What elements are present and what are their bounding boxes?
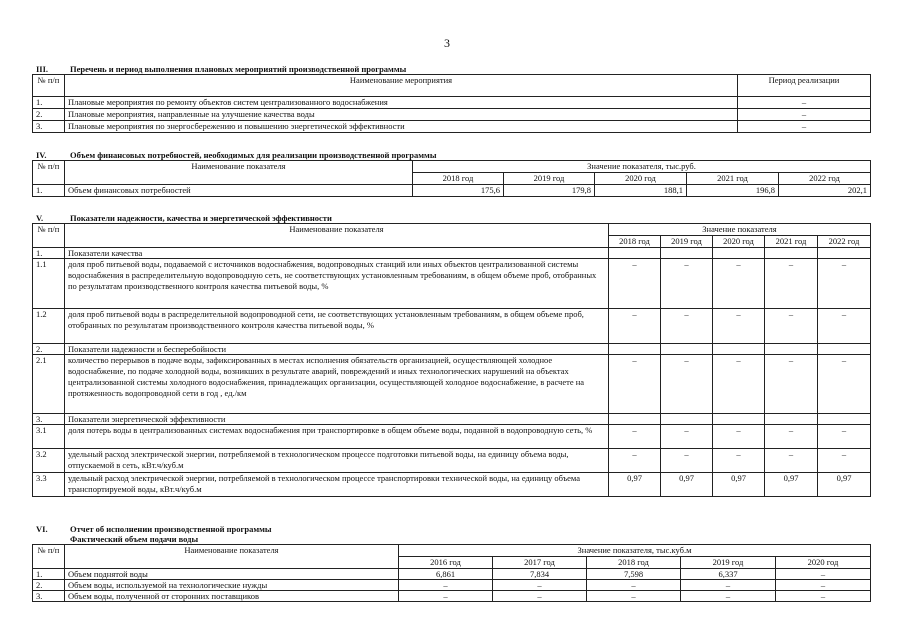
col-header-no: № п/п <box>33 75 65 97</box>
row-number: 2. <box>33 344 65 355</box>
section-3-number: III. <box>36 64 49 74</box>
table-row <box>33 355 871 414</box>
col-header-no: № п/п <box>33 161 65 185</box>
value-cell: – <box>493 591 587 602</box>
value-cell: 0,97 <box>818 473 871 497</box>
value-cell: – <box>713 425 765 449</box>
indicator-name: Объем воды, полученной от сторонних поставщиков <box>65 591 399 602</box>
value-cell: – <box>681 580 776 591</box>
row-number: 1. <box>33 97 65 109</box>
value-cell: – <box>661 449 713 473</box>
value-cell: – <box>493 580 587 591</box>
table-row <box>33 569 871 580</box>
value-cell: 0,97 <box>765 473 818 497</box>
value-cell: – <box>818 309 871 344</box>
value-cell: – <box>765 259 818 309</box>
row-number: 1.2 <box>33 309 65 344</box>
col-header-value: Значение показателя, тыс.руб. <box>413 161 871 173</box>
year-header: 2018 год <box>609 236 661 248</box>
indicator-name: Объем поднятой воды <box>65 569 399 580</box>
period-value: – <box>738 109 871 121</box>
section-6-heading <box>36 524 272 534</box>
indicator-name: удельный расход электрической энергии, потребляемой в технологическом процессе подготовки питьевой воды, на единицу объема воды, отпускаемой в сеть, кВт.ч/куб.м <box>65 449 609 473</box>
section-3-title: Перечень и период выполнения плановых мероприятий производственной программы <box>70 64 407 74</box>
value-cell: – <box>713 259 765 309</box>
year-header: 2019 год <box>681 557 776 569</box>
activity-name: Плановые мероприятия по ремонту объектов систем централизованного водоснабжения <box>65 97 738 109</box>
col-header-activity: Наименование мероприятия <box>65 75 738 97</box>
value-cell: – <box>818 425 871 449</box>
year-header: 2019 год <box>504 173 595 185</box>
year-header: 2020 год <box>595 173 687 185</box>
value-cell: – <box>765 449 818 473</box>
col-header-indicator: Наименование показателя <box>65 545 399 569</box>
value-cell: – <box>765 425 818 449</box>
page-number: 3 <box>444 36 450 50</box>
value-cell: – <box>609 259 661 309</box>
col-header-indicator: Наименование показателя <box>65 224 609 248</box>
value-cell: – <box>776 580 871 591</box>
value-cell: 0,97 <box>609 473 661 497</box>
col-header-no: № п/п <box>33 545 65 569</box>
table-row <box>33 591 871 602</box>
value-cell: 0,97 <box>713 473 765 497</box>
section-3-heading <box>36 64 406 74</box>
year-header: 2019 год <box>661 236 713 248</box>
group-name: Показатели надежности и бесперебойности <box>65 344 609 355</box>
table-row <box>33 344 871 355</box>
section-5-title: Показатели надежности, качества и энергетической эффективности <box>70 213 332 223</box>
value-cell: 175,6 <box>413 185 504 197</box>
value-cell: – <box>818 449 871 473</box>
value-cell: – <box>681 591 776 602</box>
row-number: 1. <box>33 569 65 580</box>
value-cell: 188,1 <box>595 185 687 197</box>
section-6-number: VI. <box>36 524 48 534</box>
value-cell: – <box>587 580 681 591</box>
year-header: 2021 год <box>765 236 818 248</box>
row-number: 2. <box>33 109 65 121</box>
table-row <box>33 425 871 449</box>
table-row <box>33 414 871 425</box>
value-cell: 179,8 <box>504 185 595 197</box>
row-number: 3.3 <box>33 473 65 497</box>
period-value: – <box>738 121 871 133</box>
period-value: – <box>738 97 871 109</box>
year-header: 2020 год <box>776 557 871 569</box>
indicator-name: доля проб питьевой воды, подаваемой с источников водоснабжения, водопроводных станций или иных объектов централизованной системы водоснабжения в распределительную водопроводную сеть, не соответствующих установленным требованиям, в общем объеме проб, отобранных по результатам производственного контроля качества питьевой воды, % <box>65 259 609 309</box>
table-row <box>33 185 871 197</box>
table-row <box>33 580 871 591</box>
value-cell: – <box>609 355 661 414</box>
group-name: Показатели энергетической эффективности <box>65 414 609 425</box>
indicator-name: Объем воды, используемой на технологические нужды <box>65 580 399 591</box>
activity-name: Плановые мероприятия по энергосбережению и повышению энергетической эффективности <box>65 121 738 133</box>
value-cell: 196,8 <box>687 185 779 197</box>
value-cell: – <box>818 259 871 309</box>
year-header: 2021 год <box>687 173 779 185</box>
water-supply-report-table <box>32 544 871 602</box>
row-number: 2.1 <box>33 355 65 414</box>
value-cell: – <box>609 425 661 449</box>
col-header-value: Значение показателя <box>609 224 871 236</box>
table-row <box>33 473 871 497</box>
row-number: 1.1 <box>33 259 65 309</box>
year-header: 2022 год <box>779 173 871 185</box>
indicator-name: доля проб питьевой воды в распределительной водопроводной сети, не соответствующих установленным требованиям, в общем объеме проб, отобранных по результатам производственного контроля качества питьевой воды, % <box>65 309 609 344</box>
section-4-title: Объем финансовых потребностей, необходимых для реализации производственной программы <box>70 150 437 160</box>
value-cell: 6,337 <box>681 569 776 580</box>
section-5-number: V. <box>36 213 44 223</box>
value-cell: – <box>661 259 713 309</box>
financial-needs-table <box>32 160 871 197</box>
year-header: 2020 год <box>713 236 765 248</box>
year-header: 2017 год <box>493 557 587 569</box>
planned-activities-table <box>32 74 871 133</box>
row-number: 1. <box>33 185 65 197</box>
value-cell: – <box>399 580 493 591</box>
section-5-heading <box>36 213 332 223</box>
row-number: 3.2 <box>33 449 65 473</box>
col-header-period: Период реализации <box>738 75 871 97</box>
col-header-value: Значение показателя, тыс.куб.м <box>399 545 871 557</box>
value-cell: 0,97 <box>661 473 713 497</box>
value-cell: 6,861 <box>399 569 493 580</box>
year-header: 2022 год <box>818 236 871 248</box>
table-row <box>33 109 871 121</box>
indicator-name: Объем финансовых потребностей <box>65 185 413 197</box>
table-row <box>33 449 871 473</box>
value-cell: – <box>713 309 765 344</box>
indicator-name: доля потерь воды в централизованных системах водоснабжения при транспортировке в общем объеме воды, поданной в водопроводную сеть, % <box>65 425 609 449</box>
group-name: Показатели качества <box>65 248 609 259</box>
col-header-no: № п/п <box>33 224 65 248</box>
value-cell: – <box>661 355 713 414</box>
value-cell: – <box>776 591 871 602</box>
table-row <box>33 309 871 344</box>
value-cell: – <box>609 309 661 344</box>
value-cell: – <box>776 569 871 580</box>
row-number: 2. <box>33 580 65 591</box>
value-cell: – <box>609 449 661 473</box>
value-cell: 202,1 <box>779 185 871 197</box>
section-6-subtitle: Фактический объем подачи воды <box>70 534 199 544</box>
row-number: 3. <box>33 414 65 425</box>
value-cell: – <box>399 591 493 602</box>
value-cell: – <box>713 449 765 473</box>
value-cell: – <box>818 355 871 414</box>
row-number: 1. <box>33 248 65 259</box>
value-cell: – <box>713 355 765 414</box>
table-row <box>33 248 871 259</box>
section-4-number: IV. <box>36 150 47 160</box>
value-cell: – <box>765 309 818 344</box>
table-row <box>33 259 871 309</box>
table-row <box>33 121 871 133</box>
row-number: 3.1 <box>33 425 65 449</box>
table-row <box>33 97 871 109</box>
value-cell: 7,598 <box>587 569 681 580</box>
section-4-heading <box>36 150 436 160</box>
row-number: 3. <box>33 121 65 133</box>
value-cell: – <box>661 309 713 344</box>
activity-name: Плановые мероприятия, направленные на улучшение качества воды <box>65 109 738 121</box>
indicator-name: удельный расход электрической энергии, потребляемой в технологическом процессе транспортировки технической воды, на единицу объема транспортируемой воды, кВт.ч/куб.м <box>65 473 609 497</box>
value-cell: – <box>587 591 681 602</box>
value-cell: – <box>765 355 818 414</box>
row-number: 3. <box>33 591 65 602</box>
section-6-title: Отчет об исполнении производственной программы <box>70 524 272 534</box>
year-header: 2016 год <box>399 557 493 569</box>
indicator-name: количество перерывов в подаче воды, зафиксированных в местах исполнения обязательств организацией, осуществляющей холодное водоснабжение, по подаче холодной воды, возникших в результате аварий, повреждений и иных технологических нарушений на объектах централизованной системы холодного водоснабжения, принадлежащих организации, осуществляющей холодное водоснабжение, в расчете на протяженность водопроводной сети в год , ед./км <box>65 355 609 414</box>
reliability-indicators-table <box>32 223 871 497</box>
year-header: 2018 год <box>587 557 681 569</box>
value-cell: – <box>661 425 713 449</box>
col-header-indicator: Наименование показателя <box>65 161 413 185</box>
year-header: 2018 год <box>413 173 504 185</box>
value-cell: 7,834 <box>493 569 587 580</box>
